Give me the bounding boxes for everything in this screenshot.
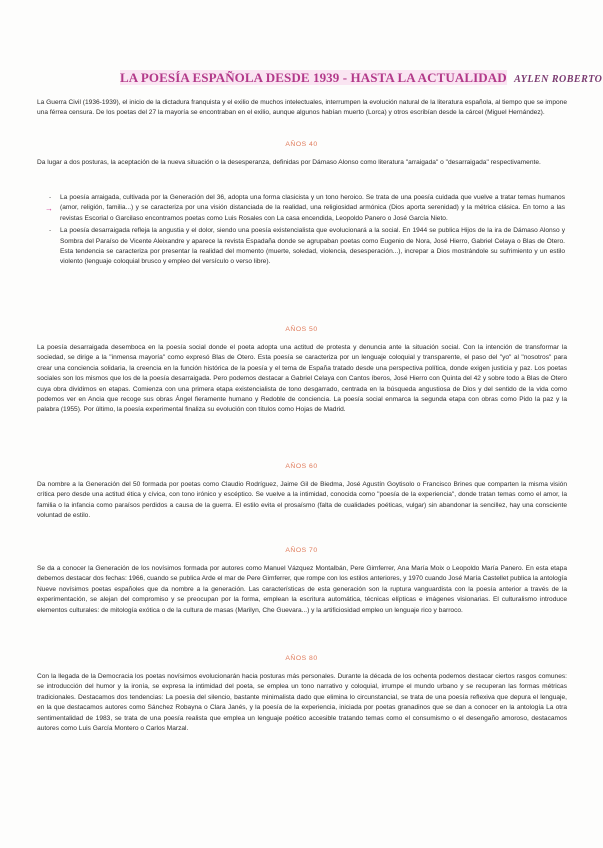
heading-80s: AÑOS 80 [285,655,318,662]
list-40s [60,193,565,270]
intro-paragraph: La Guerra Civil (1936-1939), el inicio de la dictadura franquista y el exilio de muchos intelectuales, interrumpen la evolución natural de la literatura española, al tiempo que se impone una férrea censura. De los poetas del 27 la mayoría se encontraban en el exilio, aunque algunos habían muerto (Lorca) y otros escribían desde la cárcel (Miguel Hernández). [37,99,567,117]
title-text: LA POESÍA ESPAÑOLA DESDE 1939 - HASTA LA ACTUALIDAD [120,70,507,85]
paragraph-60s: Da nombre a la Generación del 50 formada por poetas como Claudio Rodríguez, Jaime Gil de Biedma, José Agustín Goytisolo o Francisco Brines que comparten la misma visión crítica pero desde una actitud ética y cívica, con tono irónico y escéptico. Se vuelve a la intimidad, conocida como "poesía de la experiencia", donde tratan temas como el amor, la familia o la infancia como paraísos perdidos a causa de la guerra. El estilo evita el prosaísmo (falta de cualidades poéticas, vulgar) sin abandonar la sencillez, hay una consciente voluntad de estilo. [37,481,567,520]
paragraph-40s-intro: Da lugar a dos posturas, la aceptación de la nueva situación o la desesperanza, definidas por Dámaso Alonso como literatura "arraigada" o "desarraigada" respectivamente. [37,159,541,166]
heading-60s: AÑOS 60 [285,463,318,470]
list-item-poesia-desarraigada: - La poesía desarraigada refleja la angustia y el dolor, siendo una poesía existencialista que evolucionará a la social. En 1944 se publica Hijos de la ira de Dámaso Alonso y Sombra del Paraíso de Vicente Aleixandre y aparece la revista Espadaña donde se agrupaban poetas como Eugenio de Nora, José Hierro, Gabriel Celaya o Blas de Otero. Esta tendencia se caracteriza por presentar la realidad del momento (muerte, soledad, violencia, desesperación...), increpar a Dios mostrándole su sufrimiento y un estilo violento (lenguaje coloquial brusco y empleo del versículo o verso libre). [60,226,565,268]
paragraph-80s: Con la llegada de la Democracia los poetas novísimos evolucionarán hacia posturas más personales. Durante la década de los ochenta podemos destacar ciertos rasgos comunes: se introducción del humor y la ironía, se expresa la intimidad del poeta, se emplea un tono narrativo y coloquial, irrumpe el mundo urbano y se recuperan las formas métricas tradicionales. Destacamos dos tendencias: La poesía del silencio, bastante minimalista dado que elimina lo circunstancial, se trata de una poesía reflexiva que depura el lenguaje, en la que destacamos autores como Sánchez Robayna o Clara Janés, y la poesía de la experiencia, iniciada por poetas granadinos que se dan a conocer en la antología La otra sentimentalidad de 1983, se trata de una poesía realista que emplea un lenguaje poético accesible tratando temas como el consumismo o el desengaño amoroso, destacamos autores como Luis García Montero o Carlos Marzal. [37,673,567,733]
arrow-mark-icon: → [45,204,53,213]
author-signature: AYLEN ROBERTO [514,74,603,85]
heading-40s: AÑOS 40 [285,141,318,148]
paragraph-50s: La poesía desarraigada desemboca en la poesía social donde el poeta adopta una actitud de protesta y denuncia ante la situación social. Con la intención de transformar la sociedad, se dirige a la "inmensa mayoría" como expresó Blas de Otero. Esta poesía se caracteriza por un lenguaje coloquial y transparente, el paso del "yo" al "nosotros" para crear una conciencia solidaria, la creencia en la función histórica de la poesía y el tema de España tratado desde una perspectiva política, donde exigen justicia y paz. Los poetas sociales son los mismos que los de la poesía desarraigada. Pero podemos destacar a Gabriel Celaya con Cantos íberos, José Hierro con Quinta del 42 y sobre todo a Blas de Otero cuya obra dividimos en etapas. Comienza con una primera etapa existencialista de tono desgarrado, centrada en la búsqueda angustiosa de Dios y del sentido de la vida como podemos ver en Ancia que recoge sus obras Ángel fieramente humano y Redoble de conciencia. La poesía social enmarca la segunda etapa con obras como Pido la paz y la palabra (1955). Por último, la poesía experimental finaliza su evolución con títulos como Hojas de Madrid. [37,344,567,414]
heading-70s: AÑOS 70 [285,547,318,554]
paragraph-70s: Se da a conocer la Generación de los novísimos formada por autores como Manuel Vázquez Montalbán, Pere Gimferrer, Ana María Moix o Leopoldo María Panero. En esta etapa debemos destacar dos fechas: 1966, cuando se publica Arde el mar de Pere Gimferrer, que rompe con los estilos anteriores, y 1970 cuando José María Castellet publica la antología Nueve novísimos poetas españoles que da nombre a la generación. Las características de esta generación son la ruptura vanguardista con la poesía anterior a través de la experimentación, se alejan del compromiso y se preocupan por la forma, emplean la escritura automática, técnicas elípticas e imágenes visionarias. El culturalismo introduce elementos culturales: de mitología exótica o de la cultura de masas (Marilyn, Che Guevara...) y la artificiosidad empleo un lenguaje rico y barroco. [37,565,568,614]
document-title [120,70,603,86]
heading-50s: AÑOS 50 [285,326,318,333]
list-item-poesia-arraigada: - La poesía arraigada, cultivada por la Generación del 36, adopta una forma clasicista y un tono heroico. Se trata de una poesía cuidada que vuelve a tratar temas humanos (amor, religión, familia...) y se caracteriza por una visión distanciada de la realidad, una religiosidad armónica (Dios aporta serenidad) y la métrica clásica. En torno a las revistas Escorial o Garcilaso encontramos poetas como Luis Rosales con La casa encendida, Leopoldo Panero o José García Nieto. [60,193,565,224]
